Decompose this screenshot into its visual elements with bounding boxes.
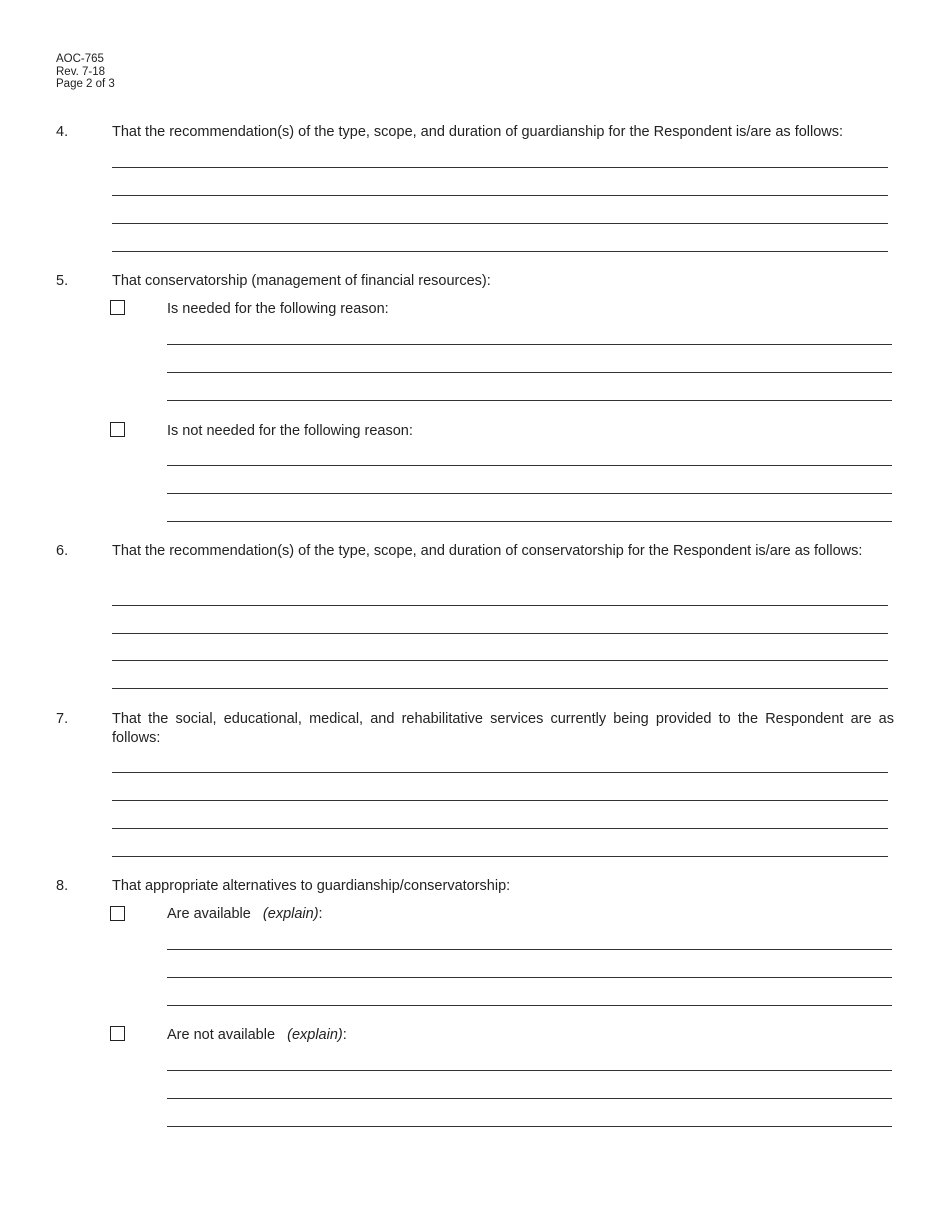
item-6-answer-line-3[interactable]	[112, 660, 888, 661]
item-4-text: That the recommendation(s) of the type, scope, and duration of guardianship for the Respondent is/are as follows:	[112, 124, 844, 140]
needed-reason-line-1[interactable]	[167, 344, 892, 345]
form-id: AOC-765	[56, 53, 104, 65]
conservatorship-needed-checkbox[interactable]	[110, 300, 125, 315]
item-7-answer-line-2[interactable]	[112, 800, 888, 801]
not-available-explain-line-3[interactable]	[167, 1126, 892, 1127]
item-5-number: 5.	[56, 273, 69, 289]
item-8-text: That appropriate alternatives to guardianship/conservatorship:	[112, 878, 511, 894]
alternatives-not-available-checkbox[interactable]	[110, 1026, 125, 1041]
item-7-answer-line-1[interactable]	[112, 772, 888, 773]
form-revision: Rev. 7-18	[56, 65, 106, 78]
item-4-answer-line-3[interactable]	[112, 223, 888, 224]
available-explain-line-1[interactable]	[167, 949, 892, 950]
needed-reason-line-3[interactable]	[167, 400, 892, 401]
item-7-answer-line-3[interactable]	[112, 828, 888, 829]
explain-note: (explain)	[287, 1027, 343, 1043]
conservatorship-needed-label: Is needed for the following reason:	[167, 301, 389, 317]
alternatives-not-available-label: Are not available (explain):	[167, 1027, 347, 1043]
item-4-answer-line-4[interactable]	[112, 251, 888, 252]
page-number: Page 2 of 3	[56, 78, 115, 90]
form-header	[56, 53, 115, 91]
item-6-number: 6.	[56, 543, 69, 559]
item-6-answer-line-2[interactable]	[112, 633, 888, 634]
item-6-text: That the recommendation(s) of the type, scope, and duration of conservatorship for the Respondent is/are as follows:	[112, 543, 863, 559]
available-explain-line-3[interactable]	[167, 1005, 892, 1006]
not-needed-reason-line-1[interactable]	[167, 465, 892, 466]
alternatives-available-checkbox[interactable]	[110, 906, 125, 921]
item-7-text: That the social, educational, medical, and rehabilitative services currently being provided to the Respondent are as follows:	[112, 711, 894, 746]
item-4-answer-line-2[interactable]	[112, 195, 888, 196]
item-4-number: 4.	[56, 124, 69, 140]
needed-reason-line-2[interactable]	[167, 372, 892, 373]
not-needed-reason-line-3[interactable]	[167, 521, 892, 522]
conservatorship-not-needed-checkbox[interactable]	[110, 422, 125, 437]
item-4-answer-line-1[interactable]	[112, 167, 888, 168]
item-5-text: That conservatorship (management of financial resources):	[112, 273, 491, 289]
item-6-answer-line-4[interactable]	[112, 688, 888, 689]
item-8-number: 8.	[56, 878, 69, 894]
available-explain-line-2[interactable]	[167, 977, 892, 978]
not-available-explain-line-1[interactable]	[167, 1070, 892, 1071]
conservatorship-not-needed-label: Is not needed for the following reason:	[167, 423, 413, 439]
explain-note: (explain)	[262, 906, 319, 922]
item-6-answer-line-1[interactable]	[112, 605, 888, 606]
not-needed-reason-line-2[interactable]	[167, 493, 892, 494]
item-7-answer-line-4[interactable]	[112, 856, 888, 857]
not-available-explain-line-2[interactable]	[167, 1098, 892, 1099]
alternatives-available-label: Are available (explain):	[167, 906, 323, 922]
item-7-number: 7.	[56, 711, 69, 727]
